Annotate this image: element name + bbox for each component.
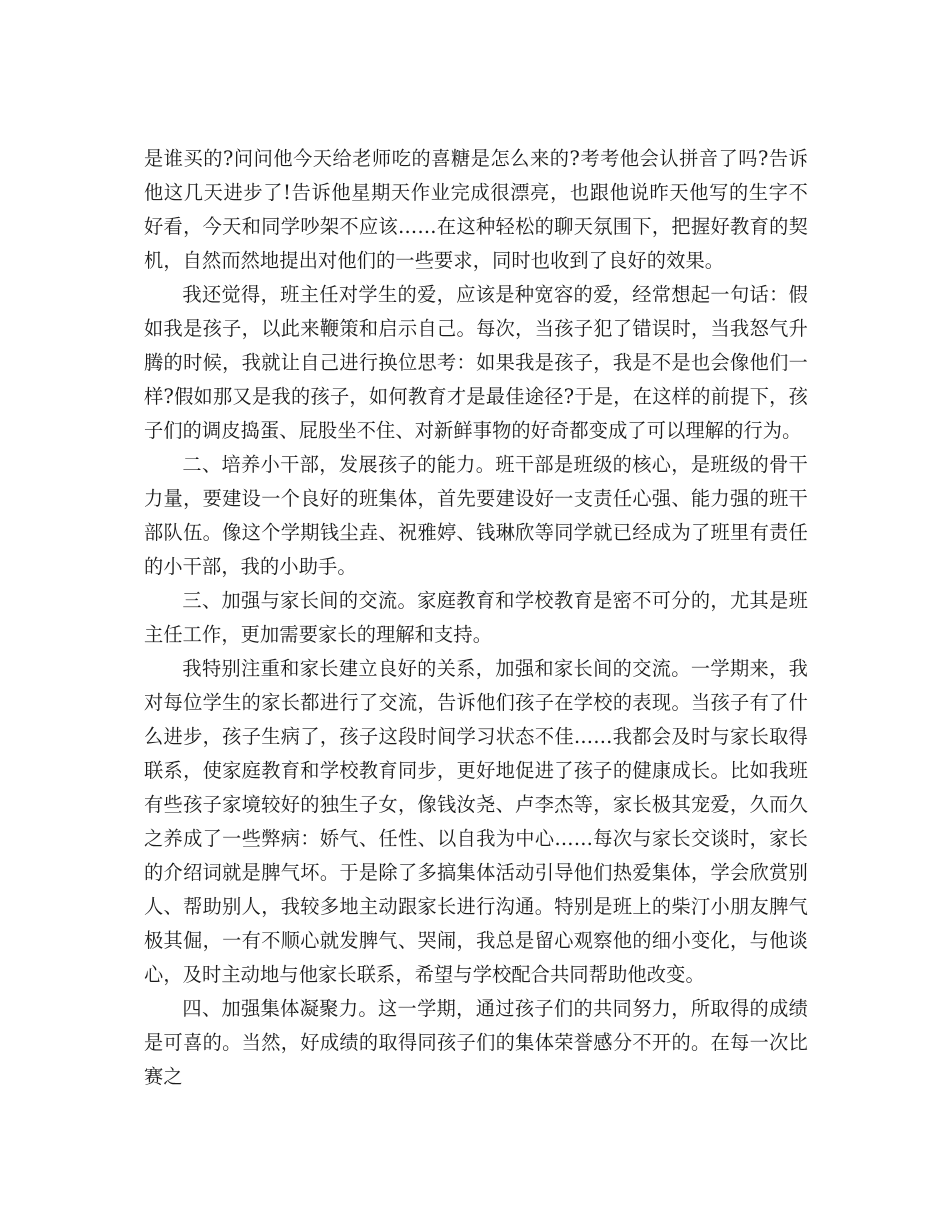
paragraph-class-cadres: 二、培养小干部，发展孩子的能力。班干部是班级的核心，是班级的骨干力量，要建设一个良好的班集体，首先要建设好一支责任心强、能力强的班干部队伍。像这个学期钱尘垚、祝雅婷、钱琳欣等同学就已经成为了班里有责任的小干部，我的小助手。	[144, 453, 808, 578]
paragraph-parent-relationship: 我特别注重和家长建立良好的关系，加强和家长间的交流。一学期来，我对每位学生的家长都进行了交流，告诉他们孩子在学校的表现。当孩子有了什么进步，孩子生病了，孩子这段时间学习状态不佳……我都会及时与家长取得联系，使家庭教育和学校教育同步，更好地促进了孩子的健康成长。比如我班有些孩子家境较好的独生子女，像钱汝尧、卢李杰等，家长极其宠爱，久而久之养成了一些弊病：娇气、任性、以自我为中心……每次与家长交谈时，家长的介绍词就是脾气坏。于是除了多搞集体活动引导他们热爱集体，学会欣赏别人、帮助别人，我较多地主动跟家长进行沟通。特别是班上的柴汀小朋友脾气极其倔，一有不顺心就发脾气、哭闹，我总是留心观察他的细小变化，与他谈心，及时主动地与他家长联系，希望与学校配合共同帮助他改变。	[144, 657, 808, 986]
paragraph-continuation: 是谁买的?问问他今天给老师吃的喜糖是怎么来的?考考他会认拼音了吗?告诉他这几天进步了!告诉他星期天作业完成很漂亮，也跟他说昨天他写的生字不好看，今天和同学吵架不应该……在这种轻松的聊天氛围下，把握好教育的契机，自然而然地提出对他们的一些要求，同时也收到了良好的效果。	[144, 147, 808, 272]
paragraph-collective-cohesion: 四、加强集体凝聚力。这一学期，通过孩子们的共同努力，所取得的成绩是可喜的。当然，好成绩的取得同孩子们的集体荣誉感分不开的。在每一次比赛之	[144, 997, 808, 1088]
paragraph-tolerant-love: 我还觉得，班主任对学生的爱，应该是种宽容的爱，经常想起一句话：假如我是孩子，以此来鞭策和启示自己。每次，当孩子犯了错误时，当我怒气升腾的时候，我就让自己进行换位思考：如果我是孩子，我是不是也会像他们一样?假如那又是我的孩子，如何教育才是最佳途径?于是，在这样的前提下，孩子们的调皮捣蛋、屁股坐不住、对新鲜事物的好奇都变成了可以理解的行为。	[144, 283, 808, 442]
paragraph-parent-communication: 三、加强与家长间的交流。家庭教育和学校教育是密不可分的，尤其是班主任工作，更加需要家长的理解和支持。	[144, 589, 808, 646]
document-body	[144, 142, 808, 1094]
